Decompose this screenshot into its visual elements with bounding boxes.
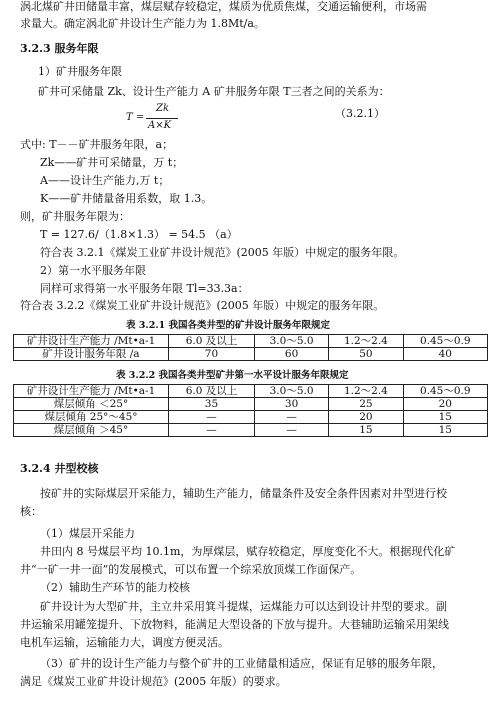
subheading-mine-service-life: 1）矿井服务年限 (38, 65, 122, 78)
table-cell: 25 (329, 398, 403, 411)
p3-line-2: 井运输采用罐笼提升、下放物料，能满足大型设备的下放与提升。大巷辅助运输采用架线 (20, 618, 449, 631)
table-cell: 35 (169, 398, 255, 411)
table-cell: 15 (329, 424, 403, 437)
table-cell: 煤层倾角 25°～45° (14, 411, 169, 424)
p3-line-1: 矿井设计为大型矿井，主立井采用箕斗提煤，运煤能力可以达到设计井型的要求。副 (40, 600, 447, 613)
table-cell: — (169, 411, 255, 424)
section-heading-324: 3.2.4 井型校核 (20, 462, 99, 475)
p3-line-3: 电机车运输，运输能力大，调度方便灵活。 (20, 636, 229, 649)
subheading-seam-capacity: （1）煤层开采能力 (40, 527, 135, 540)
subheading-auxiliary-capacity: （2）辅助生产环节的能力校核 (40, 581, 190, 594)
p2-line-2: 井“一矿一井一面”的发展模式，可以布置一个综采放顶煤工作面保产。 (20, 563, 362, 576)
def-Zk: Zk——矿井可采储量，万 t； (40, 156, 184, 169)
table-cell: 15 (403, 424, 487, 437)
table-cell: 60 (254, 348, 328, 361)
table-cell: 0.45～0.9 (403, 385, 487, 398)
conform-text-1: 符合表 3.2.1《煤炭工业矿井设计规范》(2005 年版）中规定的服务年限。 (40, 246, 405, 259)
table1 (13, 334, 488, 361)
section-heading-323: 3.2.3 服务年限 (20, 42, 99, 55)
p1-line-1: 按矿井的实际煤层开采能力，辅助生产能力，储量条件及安全条件因素对井型进行校 (40, 487, 447, 500)
table-cell: 1.2～2.4 (329, 335, 403, 348)
table-cell: — (169, 424, 255, 437)
table-cell: 矿井设计服务年限 /a (14, 348, 169, 361)
table-cell: 3.0～5.0 (254, 385, 328, 398)
table-row (14, 424, 488, 437)
p4-line-2: 满足《煤炭工业矿井设计规范》(2005 年版）的要求。 (20, 675, 287, 688)
table-cell: 40 (403, 348, 487, 361)
calc-text: T = 127.6/（1.8×1.3） = 54.5 （a） (40, 228, 238, 241)
def-T: 式中: T－－矿井服务年限，a； (20, 138, 174, 151)
formula-fraction-bar (146, 118, 178, 119)
table-cell: 20 (329, 411, 403, 424)
table-cell: 6.0 及以上 (169, 335, 255, 348)
table-row (14, 398, 488, 411)
table-row (14, 385, 488, 398)
table-cell: 50 (329, 348, 403, 361)
table-cell: 矿井设计生产能力 /Mt•a-1 (14, 335, 169, 348)
table2 (13, 384, 488, 437)
then-text: 则，矿井服务年限为： (20, 210, 130, 223)
intro-line-2: 求量大。确定涡北矿井设计生产能力为 1.8Mt/a。 (20, 17, 265, 30)
table-cell: 矿井设计生产能力 /Mt•a-1 (14, 385, 169, 398)
p4-line-1: （3）矿井的设计生产能力与整个矿井的工业储量相适应，保证有足够的服务年限， (40, 657, 443, 670)
table-cell: 20 (403, 398, 487, 411)
table-row (14, 348, 488, 361)
def-K: K——矿井储量备用系数，取 1.3。 (40, 192, 213, 205)
relation-text: 矿井可采储量 Zk、设计生产能力 A 矿井服务年限 T三者之间的关系为： (38, 85, 390, 98)
table-cell: — (254, 411, 328, 424)
table-cell: 70 (169, 348, 255, 361)
table-cell: 3.0～5.0 (254, 335, 328, 348)
table-row (14, 411, 488, 424)
def-A: A——设计生产能力,万 t； (40, 174, 170, 187)
table-cell: 1.2～2.4 (329, 385, 403, 398)
table2-caption: 表 3.2.2 我国各类井型矿井第一水平设计服务年限规定 (116, 370, 349, 381)
conform-text-2: 符合表 3.2.2《煤炭工业矿井设计规范》(2005 年版）中规定的服务年限。 (20, 299, 385, 312)
table-cell: 30 (254, 398, 328, 411)
subheading-first-level: 2）第一水平服务年限 (40, 264, 146, 277)
first-level-text: 同样可求得第一水平服务年限 Tl=33.3a： (40, 282, 249, 295)
table-cell: 15 (403, 411, 487, 424)
table-cell: 6.0 及以上 (169, 385, 255, 398)
formula-number: （3.2.1） (335, 107, 385, 120)
formula-lhs: T = (126, 112, 145, 123)
table-cell: 煤层倾角 ＜25° (14, 398, 169, 411)
formula-numerator: Zk (156, 103, 170, 114)
table1-caption: 表 3.2.1 我国各类井型的矿井设计服务年限规定 (126, 320, 331, 331)
p2-line-1: 井田内 8 号煤层平均 10.1m，为厚煤层，赋存较稳定，厚度变化不大。根据现代化矿 (40, 545, 456, 558)
table-cell: 煤层倾角 ＞45° (14, 424, 169, 437)
intro-line-1: 涡北煤矿井田储量丰富，煤层赋存较稳定，煤质为优质焦煤，交通运输便利，市场需 (20, 0, 427, 13)
p1-line-2: 核： (20, 505, 42, 518)
table-cell: — (254, 424, 328, 437)
formula-denominator: A×K (148, 120, 172, 131)
table-row (14, 335, 488, 348)
table-cell: 0.45～0.9 (403, 335, 487, 348)
